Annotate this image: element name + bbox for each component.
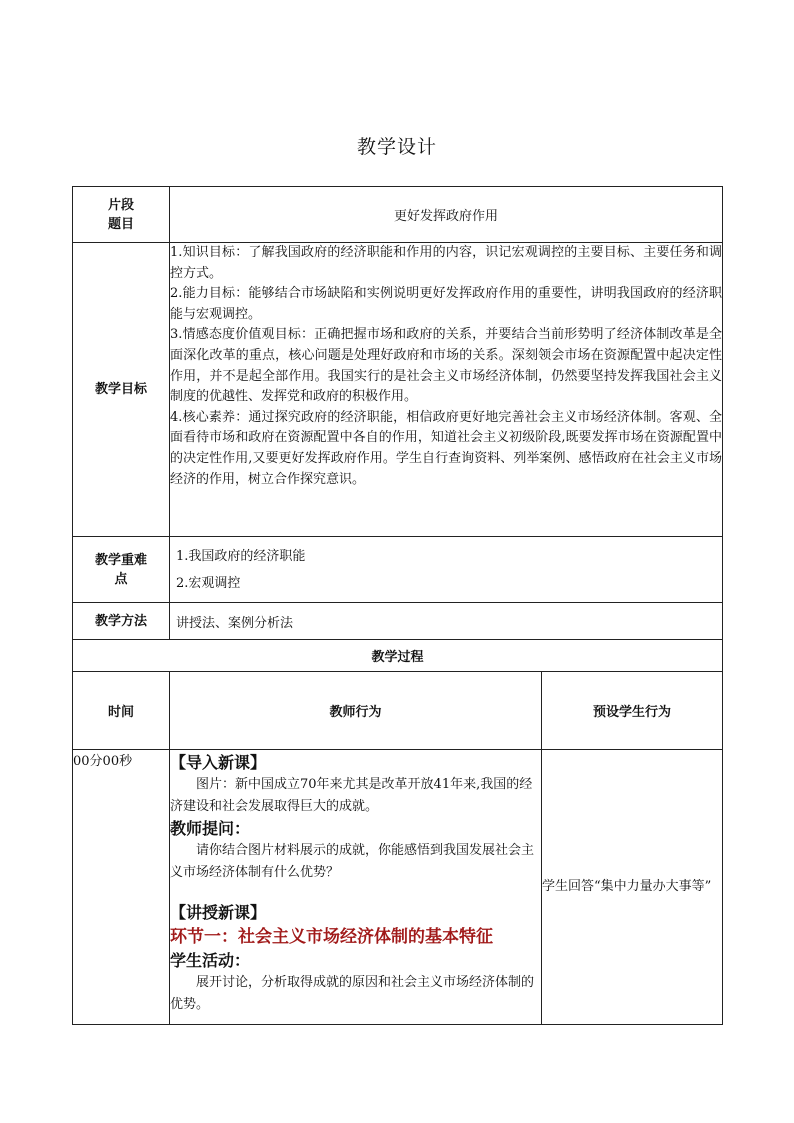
goal-item: 2.能力目标：能够结合市场缺陷和实例说明更好发挥政府作用的重要性，讲明我国政府的经济职能与宏观调控。 <box>170 286 723 322</box>
topic-value: 更好发挥政府作用 <box>170 187 723 243</box>
topic-label: 片段 题目 <box>73 187 170 243</box>
page-title: 教学设计 <box>356 136 437 158</box>
activity-heading: 学生活动： <box>170 951 251 970</box>
goals-content <box>170 243 723 537</box>
method-label: 教学方法 <box>73 603 170 640</box>
ask-text: 请你结合图片材料展示的成就，你能感悟到我国发展社会主义市场经济体制有什么优势？ <box>170 843 535 880</box>
col-header-teacher: 教师行为 <box>170 672 542 750</box>
process-label: 教学过程 <box>73 640 723 672</box>
teach-heading: 【讲授新课】 <box>170 903 267 922</box>
goals-row <box>73 243 723 537</box>
key-point-item: 2.宏观调控 <box>176 575 241 591</box>
process-step-row <box>73 750 723 1025</box>
teacher-actions <box>170 750 542 1025</box>
student-answer: 学生回答“集中力量办大事等” <box>542 750 723 1025</box>
method-row <box>73 603 723 640</box>
intro-text: 图片：新中国成立70年来尤其是改革开放41年来,我国的经济建设和社会发展取得巨大的成就。 <box>170 777 533 814</box>
key-point-item: 1.我国政府的经济职能 <box>176 548 306 564</box>
goal-item: 3.情感态度价值观目标：正确把握市场和政府的关系，并要结合当前形势明了经济体制改革是全面深化改革的重点，核心问题是处理好政府和市场的关系。深刻领会市场在资源配置中起决定性作用，并不是起全部作用。我国实行的是社会主义市场经济体制，仍然要坚持发挥我国社会主义制度的优越性、发挥党和政府的积极作用。 <box>170 327 723 405</box>
col-header-student: 预设学生行为 <box>542 672 723 750</box>
col-header-time: 时间 <box>73 672 170 750</box>
ask-heading: 教师提问： <box>170 819 251 838</box>
section-heading: 环节一：社会主义市场经济体制的基本特征 <box>170 927 493 947</box>
goal-item: 1.知识目标：了解我国政府的经济职能和作用的内容，识记宏观调控的主要目标、主要任务和调控方式。 <box>170 245 723 281</box>
key-points-row <box>73 537 723 603</box>
goal-item: 4.核心素养：通过探究政府的经济职能，相信政府更好地完善社会主义市场经济体制。客观、全面看待市场和政府在资源配置中各自的作用，知道社会主义初级阶段,既要发挥市场在资源配置中的决定性作用,又要更好发挥政府作用。学生自行查询资料、列举案例、感悟政府在社会主义市场经济的作用，树立合作探究意识。 <box>170 409 723 487</box>
key-points-label: 教学重难 点 <box>73 537 170 603</box>
process-row <box>73 640 723 672</box>
activity-text: 展开讨论，分析取得成就的原因和社会主义市场经济体制的优势。 <box>170 975 535 1012</box>
goals-label: 教学目标 <box>73 243 170 537</box>
process-header-row <box>73 672 723 750</box>
step-time: 00分00秒 <box>73 750 170 1025</box>
intro-heading: 【导入新课】 <box>170 753 267 772</box>
method-value: 讲授法、案例分析法 <box>170 603 723 640</box>
topic-row <box>73 187 723 243</box>
key-points-content <box>170 537 723 603</box>
lesson-plan-table <box>72 186 723 1025</box>
